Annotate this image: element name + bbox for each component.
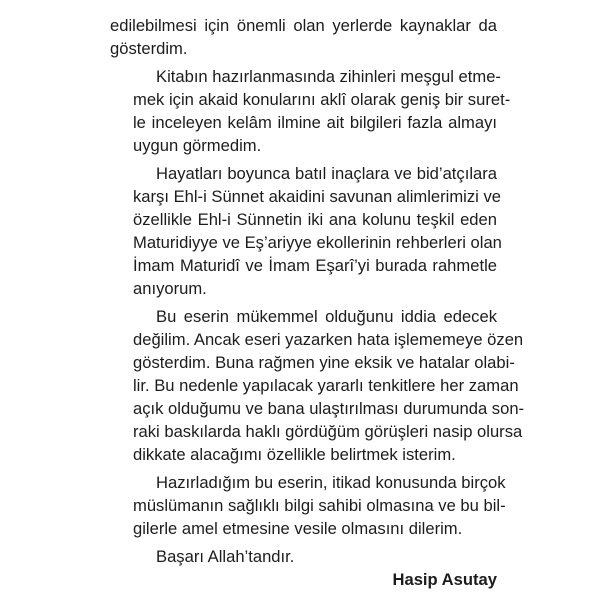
text-line: Hazırladığım bu eserin, itikad konusunda birçok	[156, 473, 506, 492]
text-line: lir. Bu nedenle yapılacak yararlı tenkitlere her zaman	[133, 376, 519, 395]
paragraph-2	[110, 65, 511, 157]
text-line: Hayatları boyunca batıl inaçlara ve bid’atçılara	[156, 164, 497, 183]
paragraph-6	[110, 545, 497, 568]
text-line: İmam Maturidî ve İmam Eşarî’yi burada rahmetle	[133, 256, 497, 275]
paragraph-5	[110, 471, 506, 540]
text-line: özellikle Ehl-i Sünnetin iki ana kolunu teşkil eden	[133, 210, 497, 229]
text-line: Başarı Allah’tandır.	[156, 547, 295, 566]
text-line: dikkate alacağımı özellikle belirtmek isterim.	[133, 445, 456, 464]
text-line: değilim. Ancak eseri yazarken hata işlememeye özen	[133, 330, 524, 349]
author-signature: Hasip Asutay	[392, 570, 497, 589]
text-line: raki baskılarda haklı gördüğüm görüşleri nasip olursa	[133, 422, 523, 441]
text-line: anıyorum.	[133, 279, 207, 298]
text-line: müslümanın sağlıklı bilgi sahibi olmasına ve bu bil-	[133, 496, 506, 515]
text-line: gösterdim. Buna rağmen yine eksik ve hatalar olabi-	[133, 353, 515, 372]
paragraph-3	[110, 162, 502, 300]
paragraph-1	[110, 14, 497, 60]
text-line: Kitabın hazırlanmasında zihinleri meşgul etme-	[156, 67, 501, 86]
text-line: edilebilmesi için önemli olan yerlerde kaynaklar da	[110, 16, 497, 35]
text-line: le inceleyen kelâm ilmine ait bilgileri fazla almayı	[133, 113, 497, 132]
text-line: mek için akaid konularını aklî olarak geniş bir suret-	[133, 90, 511, 109]
text-line: karşı Ehl-i Sünnet akaidini savunan alimlerimizi ve	[133, 187, 501, 206]
text-line: uygun görmedim.	[133, 136, 262, 155]
paragraph-4	[110, 305, 525, 466]
text-line: Bu eserin mükemmel olduğunu iddia edecek	[156, 307, 497, 326]
book-page	[110, 14, 525, 591]
text-line: gilerle amel etmesine vesile olmasını dilerim.	[133, 519, 463, 538]
text-line: gösterdim.	[110, 39, 188, 58]
text-line: Maturidiyye ve Eş’ariyye ekollerinin rehberleri olan	[133, 233, 502, 252]
text-line: açık olduğumu ve bana ulaştırılması durumunda son-	[133, 399, 525, 418]
